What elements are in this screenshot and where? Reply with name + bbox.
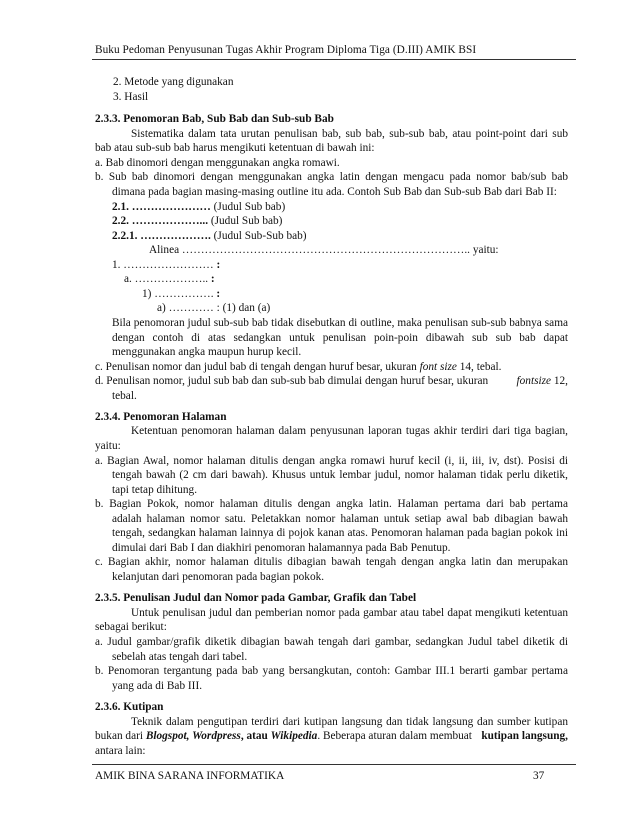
paragraph-line: antara lain: — [95, 745, 146, 757]
example-title: (Judul Sub bab) — [210, 215, 283, 227]
example-line — [157, 302, 270, 314]
header-rule — [92, 59, 576, 60]
example-line — [112, 230, 307, 242]
list-item: b. Sub bab dinomori dengan menggunakan angka latin dengan mengacu pada nomor bab/sub bab — [95, 171, 568, 183]
paragraph-line: yaitu: — [95, 440, 121, 452]
list-item: a. Judul gambar/grafik diketik dibagian bawah tengah dari gambar, sedangkan Judul tabel diketik di — [95, 636, 568, 648]
text-run-italic: fontsize — [516, 375, 552, 387]
example-title: (Judul Sub-Sub bab) — [213, 230, 307, 242]
paragraph-line: menggunakan angka maupun hurup kecil. — [112, 346, 302, 358]
text-run-bold: , atau — [240, 730, 271, 742]
text-group — [95, 730, 475, 742]
example-number: 2.2. ………………... — [112, 215, 211, 227]
text-run-italic: font size — [419, 361, 457, 373]
list-item: b. Bagian Pokok, nomor halaman ditulis dengan angka latin. Halaman pertama dari bab pertama — [95, 498, 568, 510]
text-run: 12, — [551, 375, 568, 387]
paragraph-line: Sistematika dalam tata urutan penulisan bab, sub bab, sub-sub bab, atau point-point dari sub — [131, 128, 568, 140]
list-item-cont: kelanjutan dari penomoran pada bagian pokok. — [112, 571, 325, 583]
list-item-cont: tapi tetap dihitung. — [112, 484, 198, 496]
example-line — [142, 288, 220, 300]
list-item-cont: tengah bawah (2 cm dari bawah). Khusus untuk lembar judul, nomor halaman tidak perlu diketik, — [112, 469, 568, 481]
list-item-cont: dimana pada bagian masing-masing outline itu ada. Contoh Sub Bab dan Sub-sub Bab dari Bab II: — [112, 186, 557, 198]
list-item-cont: adalah halaman nomor satu. Peletakkan nomor halaman untuk setiap awal bab dibagian bawah — [112, 513, 568, 525]
paragraph-line: bab atau sub-sub bab harus mengikuti ketentuan di bawah ini: — [95, 142, 375, 154]
section-heading-2-3-6: 2.3.6. Kutipan — [95, 701, 164, 713]
list-item-cont: sebelah atas tengah dari tabel. — [112, 651, 248, 663]
paragraph-line: Ketentuan penomoran halaman dalam penyusunan laporan tugas akhir terdiri dari tiga bagian, — [131, 425, 568, 437]
paragraph-line — [95, 730, 568, 742]
text-run: 14, tebal. — [456, 361, 502, 373]
example-colon: : — [210, 273, 215, 285]
text-run-bold: kutipan langsung, — [481, 730, 568, 742]
example-number: a. ……………….. — [124, 273, 211, 285]
list-item: 3. Hasil — [113, 91, 149, 103]
example-line — [112, 215, 282, 227]
list-item: b. Penomoran tergantung pada bab yang bersangkutan, contoh: Gambar III.1 berarti gambar pertama — [95, 665, 568, 677]
list-item-cont: yang ada di Bab III. — [112, 680, 203, 692]
page-number: 37 — [533, 770, 545, 782]
example-number: 2.2.1. ………………. — [112, 230, 214, 242]
example-line — [112, 201, 285, 213]
paragraph-line: dengan contoh di atas sedangkan untuk penulisan poin-poin dibawah sub sub bab dapat — [112, 332, 568, 344]
list-item-cont: tengah, sedangkan halaman lainnya di pojok kanan atas. Penomoran halaman pada bagian pokok ini — [112, 527, 568, 539]
list-item: a. Bab dinomori dengan menggunakan angka romawi. — [95, 157, 340, 169]
example-number: 2.1. ………………… — [112, 201, 214, 213]
list-item — [95, 375, 568, 387]
section-heading-2-3-3: 2.3.3. Penomoran Bab, Sub Bab dan Sub-sub Bab — [95, 113, 334, 125]
example-number: 1) ……………. — [142, 288, 217, 300]
paragraph-line: Untuk penulisan judul dan pemberian nomor pada gambar atau tabel dapat mengikuti ketentuan — [131, 607, 568, 619]
example-title: (Judul Sub bab) — [213, 201, 286, 213]
example-number: 1. …………………… — [112, 259, 217, 271]
text-run-bold-italic: Blogspot, Wordpress — [145, 730, 241, 742]
section-heading-2-3-5: 2.3.5. Penulisan Judul dan Nomor pada Gambar, Grafik dan Tabel — [95, 592, 417, 604]
example-line — [112, 259, 220, 271]
page-header: Buku Pedoman Penyusunan Tugas Akhir Program Diploma Tiga (D.III) AMIK BSI — [95, 44, 477, 56]
list-item-cont: tebal. — [112, 390, 137, 402]
section-heading-2-3-4: 2.3.4. Penomoran Halaman — [95, 411, 227, 423]
text-run: c. Penulisan nomor dan judul bab di tengah dengan huruf besar, ukuran — [95, 361, 420, 373]
list-item: a. Bagian Awal, nomor halaman ditulis dengan angka romawi huruf kecil (i, ii, iii, iv, dst). Posisi di — [95, 455, 568, 467]
list-item: c. Bagian akhir, nomor halaman ditulis dibagian bawah tengah dengan angka latin dan merupakan — [95, 556, 568, 568]
example-colon: : — [216, 259, 221, 271]
example-number: a) ………… — [157, 302, 217, 314]
footer-institution: AMIK BINA SARANA INFORMATIKA — [95, 770, 285, 782]
example-colon: : — [216, 288, 221, 300]
example-line — [124, 273, 215, 285]
text-run: bukan dari — [95, 730, 146, 742]
paragraph-line: Bila penomoran judul sub-sub bab tidak disebutkan di outline, maka penulisan sub-sub babnya sama — [112, 317, 568, 329]
text-run-bold-italic: Wikipedia — [270, 730, 318, 742]
paragraph-line: sebagai berikut: — [95, 621, 167, 633]
example-colon: : (1) dan (a) — [216, 302, 271, 314]
list-item-cont: dimulai dari Bab I dan diakhiri penomoran halamannya pada Bab Penutup. — [112, 542, 451, 554]
text-run: . Beberapa aturan dalam membuat — [317, 730, 475, 742]
list-item: 2. Metode yang digunakan — [113, 76, 234, 88]
footer-rule — [92, 764, 576, 765]
example-line: Alinea ………………………………………………………………….. yaitu: — [149, 244, 499, 256]
list-item — [95, 361, 501, 373]
text-run: d. Penulisan nomor, judul sub bab dan sub-sub bab dimulai dengan huruf besar, ukuran — [95, 375, 489, 387]
paragraph-line: Teknik dalam pengutipan terdiri dari kutipan langsung dan tidak langsung dan sumber kutipan — [131, 716, 568, 728]
